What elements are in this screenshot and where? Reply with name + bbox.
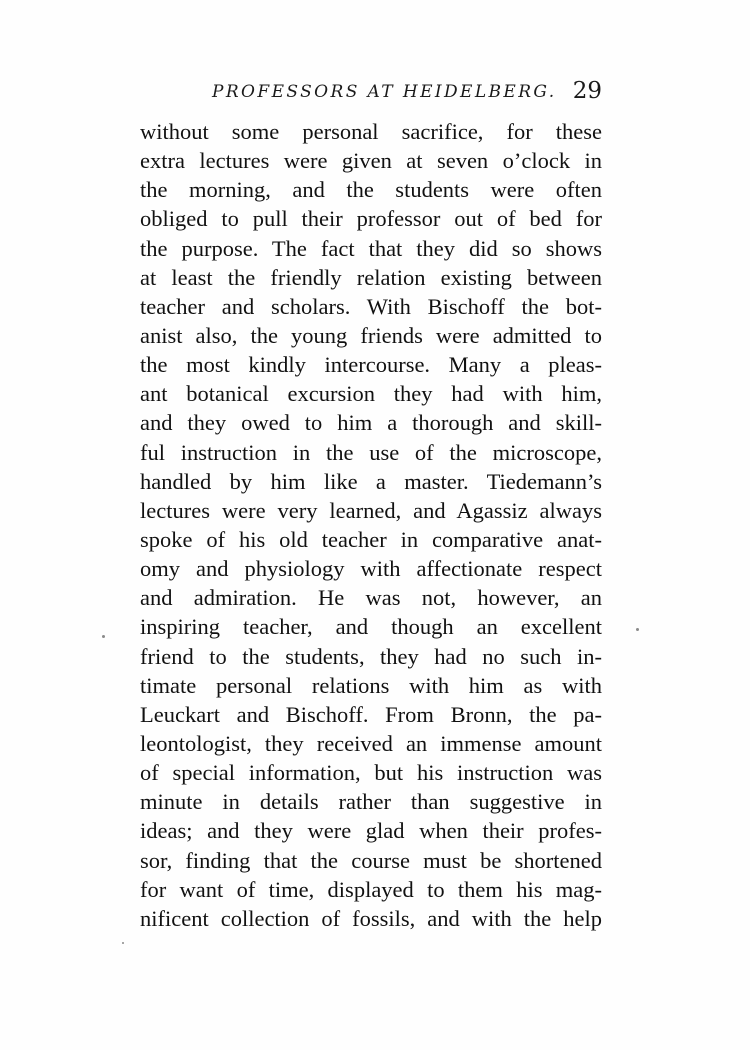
text-line: omy and physiology with affectionate respect — [140, 556, 602, 582]
text-line: for want of time, displayed to them his mag- — [140, 876, 602, 902]
text-line: obliged to pull their professor out of bed for — [140, 206, 602, 232]
text-line: extra lectures were given at seven o’clock in — [140, 148, 602, 174]
text-line: at least the friendly relation existing between — [140, 264, 602, 290]
text-line: Leuckart and Bischoff. From Bronn, the pa- — [140, 701, 602, 727]
text-line: spoke of his old teacher in comparative anat- — [140, 526, 602, 552]
text-line: nificent collection of fossils, and with the help — [140, 905, 602, 931]
text-line: and admiration. He was not, however, an — [140, 585, 602, 611]
text-line: teacher and scholars. With Bischoff the bot- — [140, 293, 602, 319]
text-line: ful instruction in the use of the microscope, — [140, 439, 602, 465]
text-line: the purpose. The fact that they did so shows — [140, 235, 602, 261]
text-line: inspiring teacher, and though an excellent — [140, 614, 602, 640]
text-line: sor, finding that the course must be shortened — [140, 847, 602, 873]
text-line: ideas; and they were glad when their profes- — [140, 818, 602, 844]
body-text — [140, 117, 602, 933]
text-line: friend to the students, they had no such in- — [140, 643, 602, 669]
text-line: timate personal relations with him as with — [140, 672, 602, 698]
text-line: ant botanical excursion they had with him, — [140, 381, 602, 407]
page-number: 29 — [572, 78, 602, 104]
text-line: the most kindly intercourse. Many a pleas- — [140, 352, 602, 378]
page-speck-bottom — [122, 942, 124, 944]
page-speck-left — [102, 635, 105, 638]
text-line: without some personal sacrifice, for these — [140, 119, 602, 144]
text-line: and they owed to him a thorough and skill- — [140, 410, 602, 436]
text-line: the morning, and the students were often — [140, 177, 602, 203]
text-line: lectures were very learned, and Agassiz always — [140, 497, 602, 523]
text-line: of special information, but his instruction was — [140, 760, 602, 786]
text-line: anist also, the young friends were admitted to — [140, 322, 602, 348]
text-line: handled by him like a master. Tiedemann’s — [140, 468, 602, 494]
text-line: leontologist, they received an immense amount — [140, 730, 602, 756]
running-head — [140, 78, 602, 112]
running-title: PROFESSORS AT HEIDELBERG. — [212, 82, 557, 102]
text-line: minute in details rather than suggestive in — [140, 789, 602, 815]
page-speck-right — [636, 628, 639, 631]
